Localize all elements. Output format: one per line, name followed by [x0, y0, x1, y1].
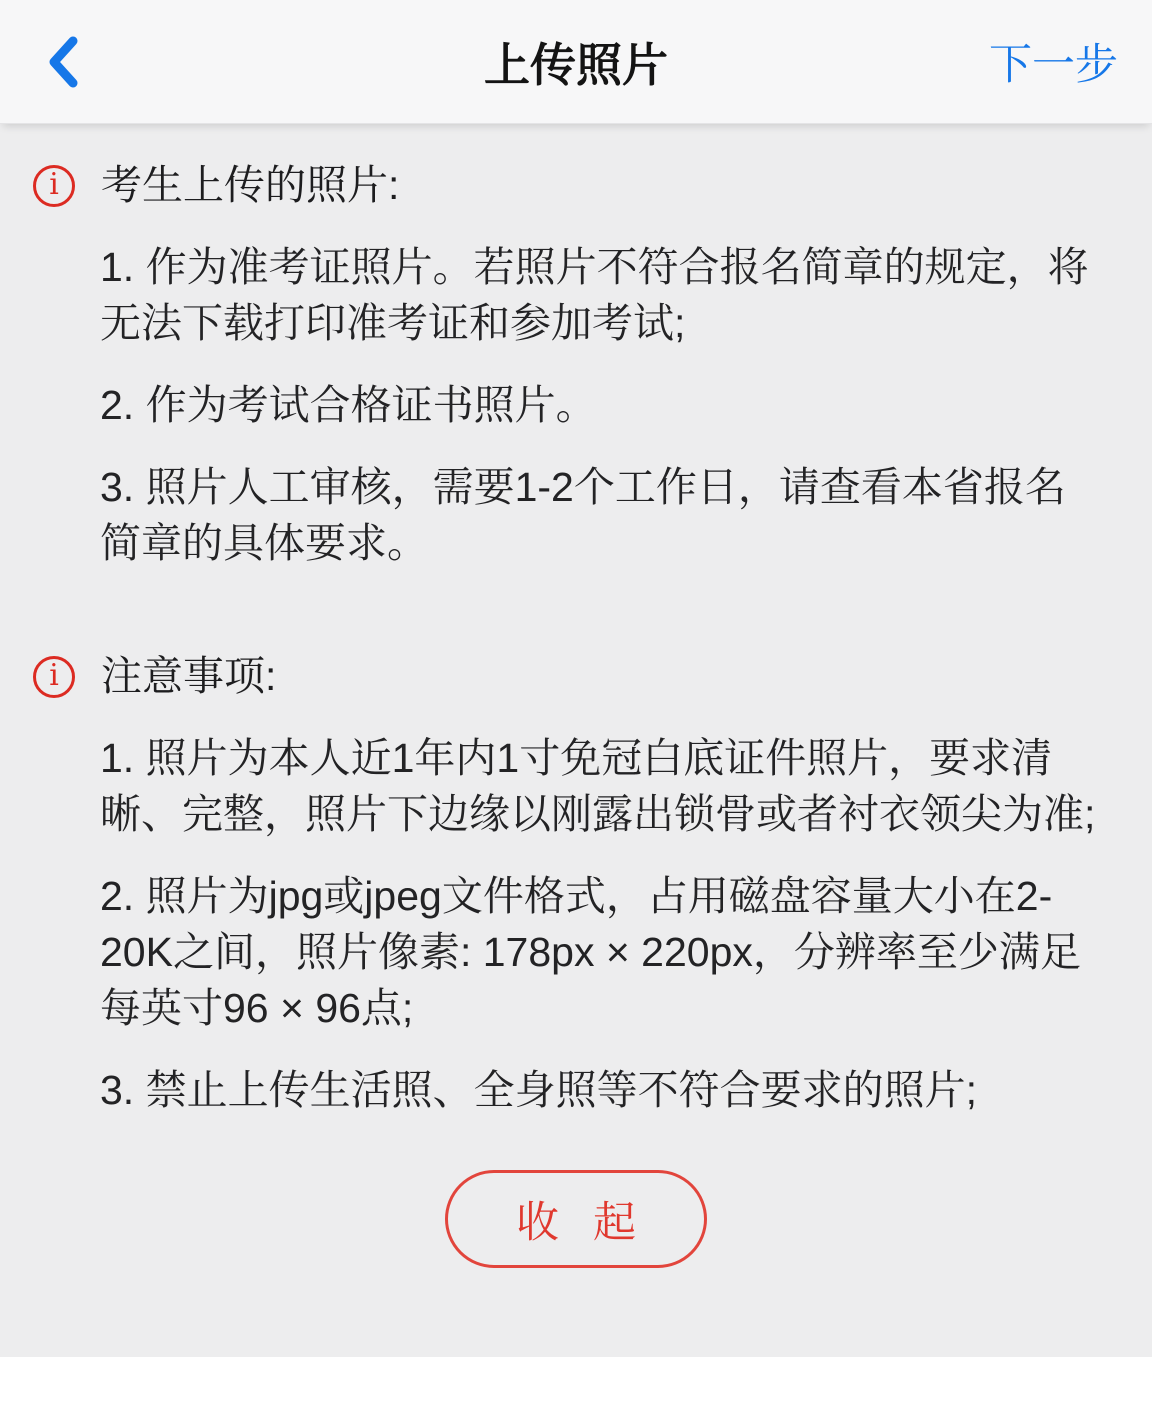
next-step-button[interactable]: 下一步 [989, 31, 1118, 92]
list-item: 2. 作为考试合格证书照片。 [100, 382, 597, 428]
section-header [33, 649, 1100, 704]
section-heading: 注意事项: [101, 653, 277, 699]
list-item: 2. 照片为jpg或jpeg文件格式，占用磁盘容量大小在2-20K之间，照片像素: 178px × 220px，分辨率至少满足每英寸96 × 96点; [100, 873, 1081, 1031]
info-icon: i [33, 165, 75, 207]
collapse-button[interactable]: 收 起 [445, 1170, 707, 1268]
info-icon: i [33, 656, 75, 698]
section-candidate-photo [0, 158, 1152, 571]
page-title: 上传照片 [484, 38, 668, 91]
section-heading: 考生上传的照片: [101, 162, 400, 208]
section-notes [0, 649, 1152, 1118]
list-item: 1. 作为准考证照片。若照片不符合报名简章的规定，将无法下载打印准考证和参加考试; [100, 244, 1089, 346]
content-area [0, 124, 1152, 1357]
back-button[interactable] [34, 35, 154, 89]
list-item: 3. 禁止上传生活照、全身照等不符合要求的照片; [100, 1067, 977, 1113]
bottom-strip [0, 1357, 1152, 1407]
chevron-left-icon [46, 35, 80, 89]
list-item: 1. 照片为本人近1年内1寸免冠白底证件照片，要求清晰、完整，照片下边缘以刚露出锁骨或者衬衣领尖为准; [100, 735, 1096, 837]
section-header [33, 158, 1100, 213]
navbar [0, 0, 1152, 124]
list-item: 3. 照片人工审核，需要1-2个工作日，请查看本省报名简章的具体要求。 [100, 464, 1066, 566]
